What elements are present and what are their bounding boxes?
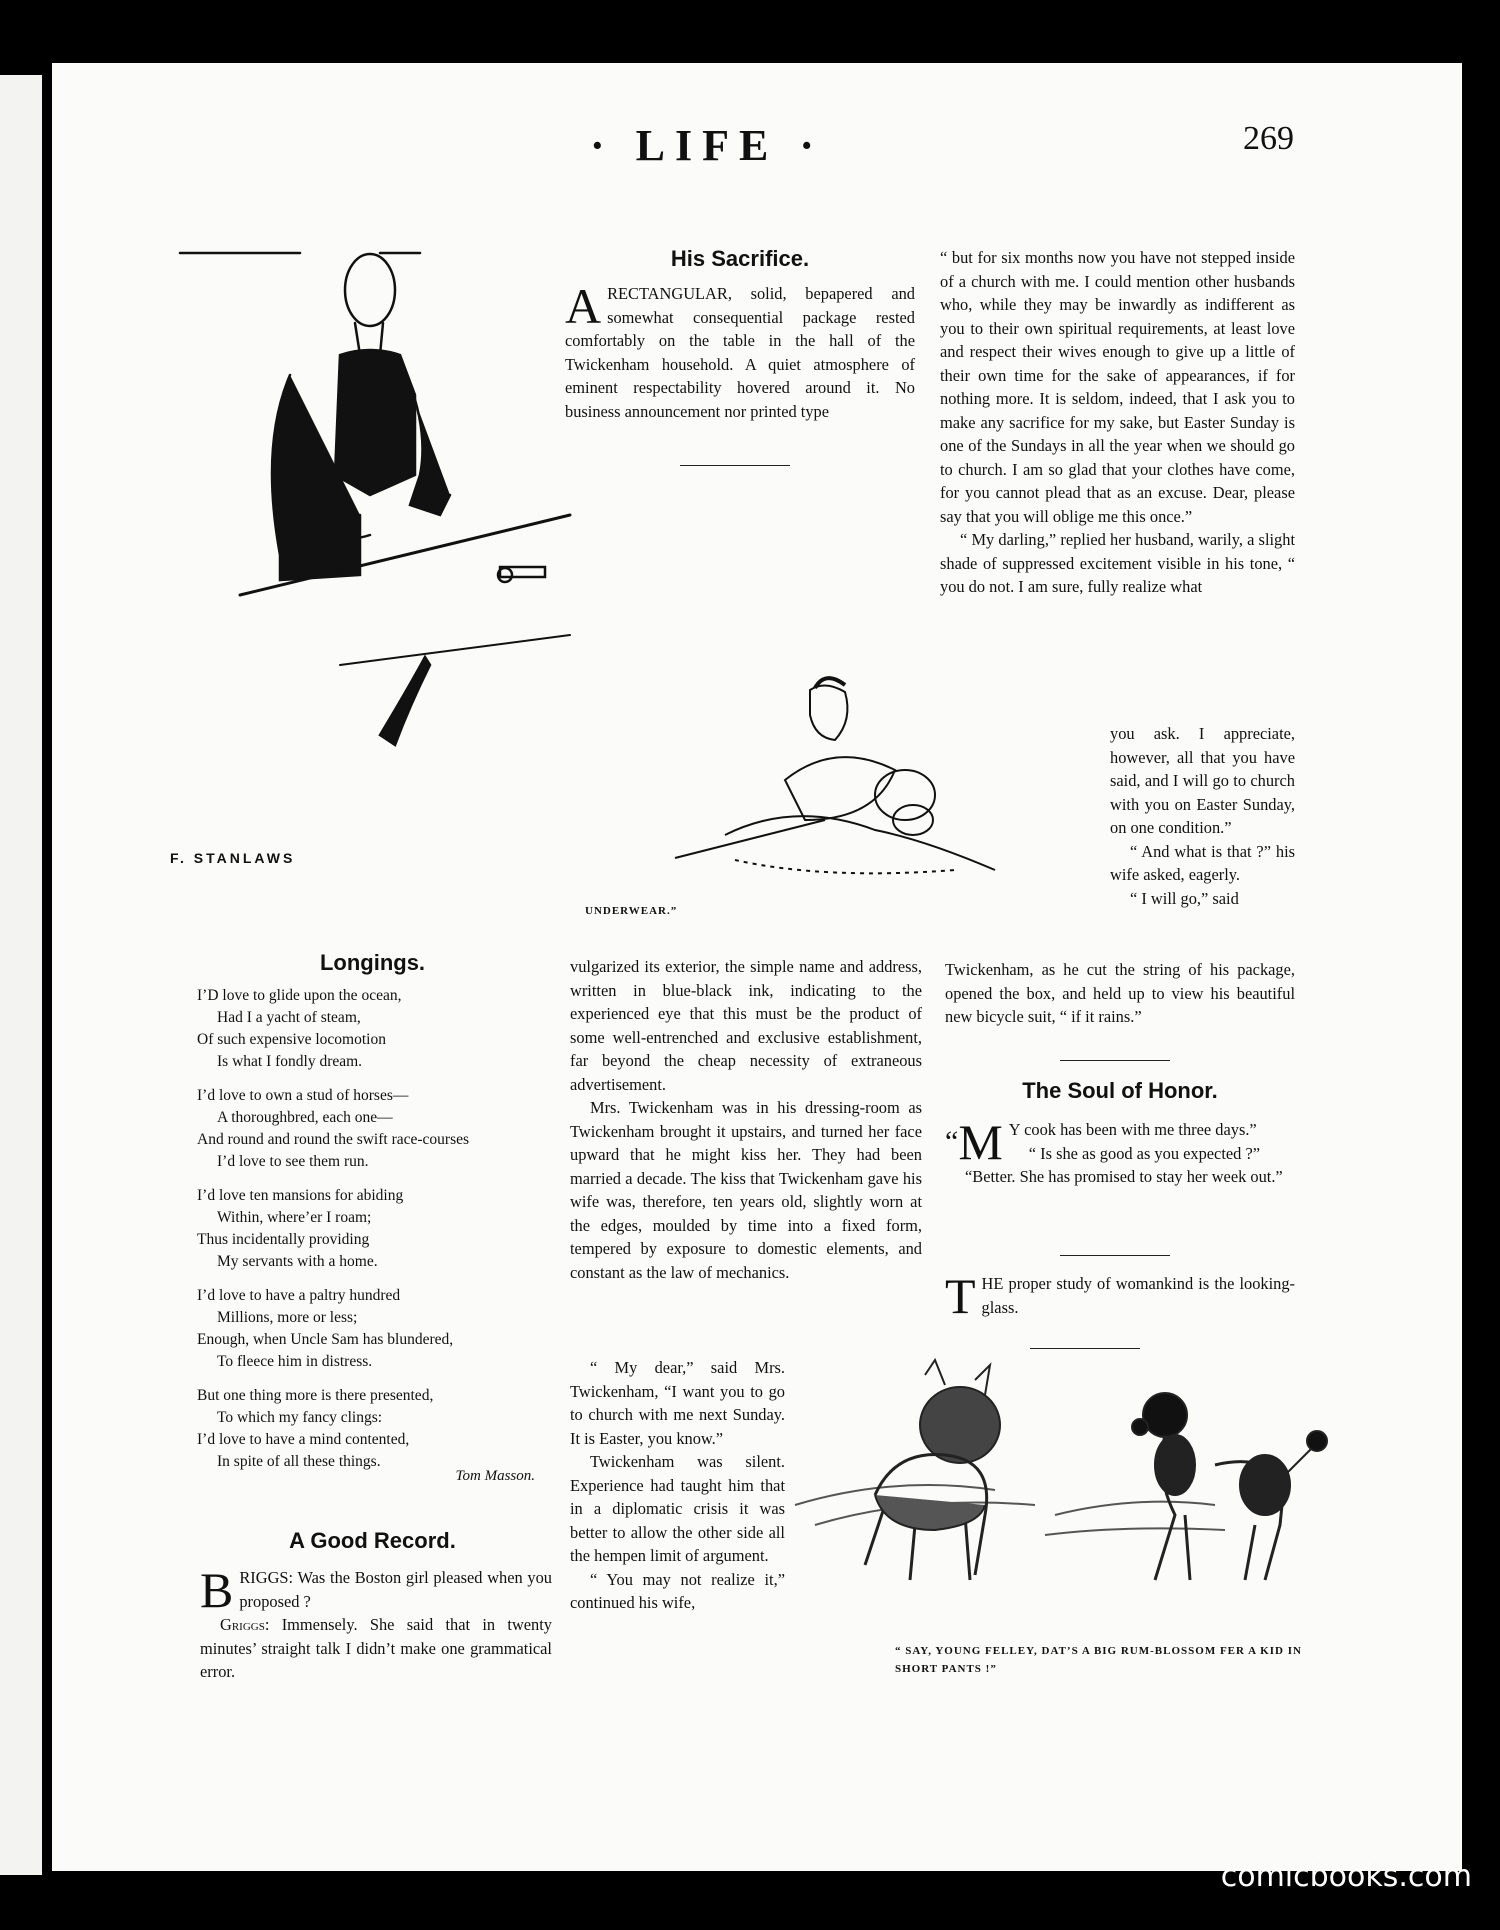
illustration-signature: F. STANLAWS — [170, 850, 296, 866]
paragraph: “Better. She has promised to stay her week out.” — [965, 1167, 1283, 1186]
poem-line: I’D love to glide upon the ocean, — [197, 987, 402, 1004]
poem-stanza — [197, 1085, 557, 1173]
poem-author: Tom Masson. — [455, 1468, 535, 1484]
paragraph: “ but for six months now you have not stepped inside of a church with me. I could mention other husbands who, while they may be inwardly as indifferent as you to their own spiritual requirements, at least love and respect their wives enough to give up a little of their own time for the sake of appearances, if for nothing more. It is seldom, indeed, that I ask you to make any sacrifice for my sake, but Easter Sunday is one of the Sundays in all the year when we should go to church. I am so glad that your clothes have come, for you cannot plead that as an excuse. Dear, please say that you will oblige me this once.” — [940, 248, 1295, 526]
sacrifice-col-c2 — [1110, 722, 1295, 910]
paragraph: “ My darling,” replied her husband, warily, a slight shade of suppressed excitement visible in his tone, “ you do not. I am sure, fully realize what — [940, 530, 1295, 596]
adjacent-page-edge — [0, 75, 42, 1875]
poem-line: To fleece him in distress. — [217, 1353, 373, 1370]
poem-line: I’d love to have a mind contented, — [197, 1431, 410, 1448]
sacrifice-col-c — [940, 246, 1295, 599]
open-quote: “ — [945, 1125, 959, 1158]
sacrifice-col-b — [570, 955, 922, 1284]
poem-line: But one thing more is there presented, — [197, 1387, 434, 1404]
section-rule — [1060, 1060, 1170, 1061]
honor-text — [945, 1114, 1295, 1189]
study-text — [945, 1268, 1295, 1324]
paragraph: “ You may not realize it,” continued his wife, — [570, 1569, 785, 1612]
longings-title: Longings. — [319, 950, 426, 975]
sacrifice-col-b2 — [570, 1356, 785, 1615]
sacrifice-col-a — [565, 278, 915, 423]
section-rule — [1060, 1255, 1170, 1256]
poem-line: My servants with a home. — [217, 1253, 378, 1270]
poem-stanza — [197, 1285, 557, 1373]
section-rule — [1030, 1348, 1140, 1349]
section-rule — [680, 465, 790, 466]
paragraph: Y cook has been with me three days.” — [1008, 1120, 1257, 1139]
paragraph: “ And what is that ?” his wife asked, eagerly. — [1110, 841, 1295, 884]
poem-line: I’d love to have a paltry hundred — [197, 1287, 401, 1304]
masthead-title: · LIFE · — [590, 121, 825, 170]
poem-line: In spite of all these things. — [217, 1453, 381, 1470]
paragraph: Immensely. She said that in twenty minutes’ straight talk I didn’t make one grammatical error. — [200, 1615, 552, 1681]
honor-title: The Soul of Honor. — [1022, 1078, 1218, 1103]
poem-line: Thus incidentally providing — [197, 1231, 370, 1248]
dropcap: A — [565, 278, 602, 334]
poem-stanza — [197, 1385, 557, 1473]
paragraph: RIGGS: Was the Boston girl pleased when you proposed ? — [239, 1568, 552, 1611]
poem-line: To which my fancy clings: — [217, 1409, 383, 1426]
woman-illustration — [675, 660, 1095, 900]
sacrifice-col-c3 — [945, 958, 1295, 1029]
dropcap-letter: M — [958, 1114, 1003, 1170]
illustration-caption: “ SAY, YOUNG FELLEY, DAT’S A BIG RUM-BLOSSOM FER A KID IN SHORT PANTS !” — [895, 1645, 1302, 1675]
paragraph: Mrs. Twickenham was in his dressing-room as Twickenham brought it upstairs, and turned her face upward that he might kiss her. They had been married a decade. The kiss that Twickenham gave his wife was, therefore, ten years old, slightly worn at the edges, moulded by time into a fixed form, tempered by exposure to domestic elements, and constant as the law of mechanics. — [570, 1098, 922, 1282]
paragraph: HE proper study of womankind is the looking-glass. — [981, 1274, 1295, 1317]
page-number: 269 — [1243, 120, 1294, 157]
paragraph: “ Is she as good as you expected ?” — [1028, 1143, 1261, 1163]
sacrifice-title: His Sacrifice. — [670, 246, 810, 271]
speaker: Griggs: — [220, 1615, 270, 1634]
paragraph: Twickenham, as he cut the string of his package, opened the box, and held up to view his beautiful new bicycle suit, “ if it rains.” — [945, 960, 1295, 1026]
poem-line: Enough, when Uncle Sam has blundered, — [197, 1331, 454, 1348]
poem-line: Had I a yacht of steam, — [217, 1009, 361, 1026]
record-text — [200, 1562, 552, 1684]
paragraph: you ask. I appreciate, however, all that you have said, and I will go to church with you on Easter Sunday, on one condition.” — [1110, 724, 1295, 837]
poem-line: I’d love ten mansions for abiding — [197, 1187, 404, 1204]
poem-line: Is what I fondly dream. — [217, 1053, 363, 1070]
poem-line: I’d love to see them run. — [217, 1153, 369, 1170]
butler-illustration — [170, 245, 590, 765]
poem-line: And round and round the swift race-courses — [197, 1131, 470, 1148]
illustration-caption: UNDERWEAR.” — [585, 905, 678, 917]
paragraph: RECTANGULAR, solid, bepapered and somewhat consequential package rested comfortably on the table in the hall of the Twickenham household. A quiet atmosphere of eminent respectability hovered around it. No business announcement nor printed type — [565, 284, 915, 421]
poem-stanza — [197, 985, 557, 1073]
paragraph: “ My dear,” said Mrs. Twickenham, “I want you to go to church with me next Sunday. It is Easter, you know.” — [570, 1358, 785, 1448]
paragraph: Twickenham was silent. Experience had taught him that in a diplomatic crisis it was better to allow the other side all the hempen limit of argument. — [570, 1452, 785, 1565]
dogs-illustration — [795, 1355, 1385, 1595]
record-title: A Good Record. — [289, 1528, 456, 1553]
poem-line: Within, where’er I roam; — [217, 1209, 372, 1226]
poem-line: Millions, more or less; — [217, 1309, 358, 1326]
dropcap: T — [945, 1268, 976, 1324]
watermark: comicbooks.com — [1220, 1859, 1472, 1894]
poem-line: I’d love to own a stud of horses— — [197, 1087, 409, 1104]
dropcap: B — [200, 1562, 234, 1618]
poem-stanza — [197, 1185, 557, 1273]
poem-line: A thoroughbred, each one— — [217, 1109, 393, 1126]
paragraph: vulgarized its exterior, the simple name and address, written in blue-black ink, indicating to the experienced eye that this must be the product of some well-entrenched and exclusive establishment, far beyond the cheap necessity of extraneous advertisement. — [570, 957, 922, 1094]
paragraph: “ I will go,” said — [1130, 888, 1239, 908]
longings-poem — [197, 985, 557, 1485]
poem-line: Of such expensive locomotion — [197, 1031, 386, 1048]
dropcap — [945, 1114, 1003, 1170]
